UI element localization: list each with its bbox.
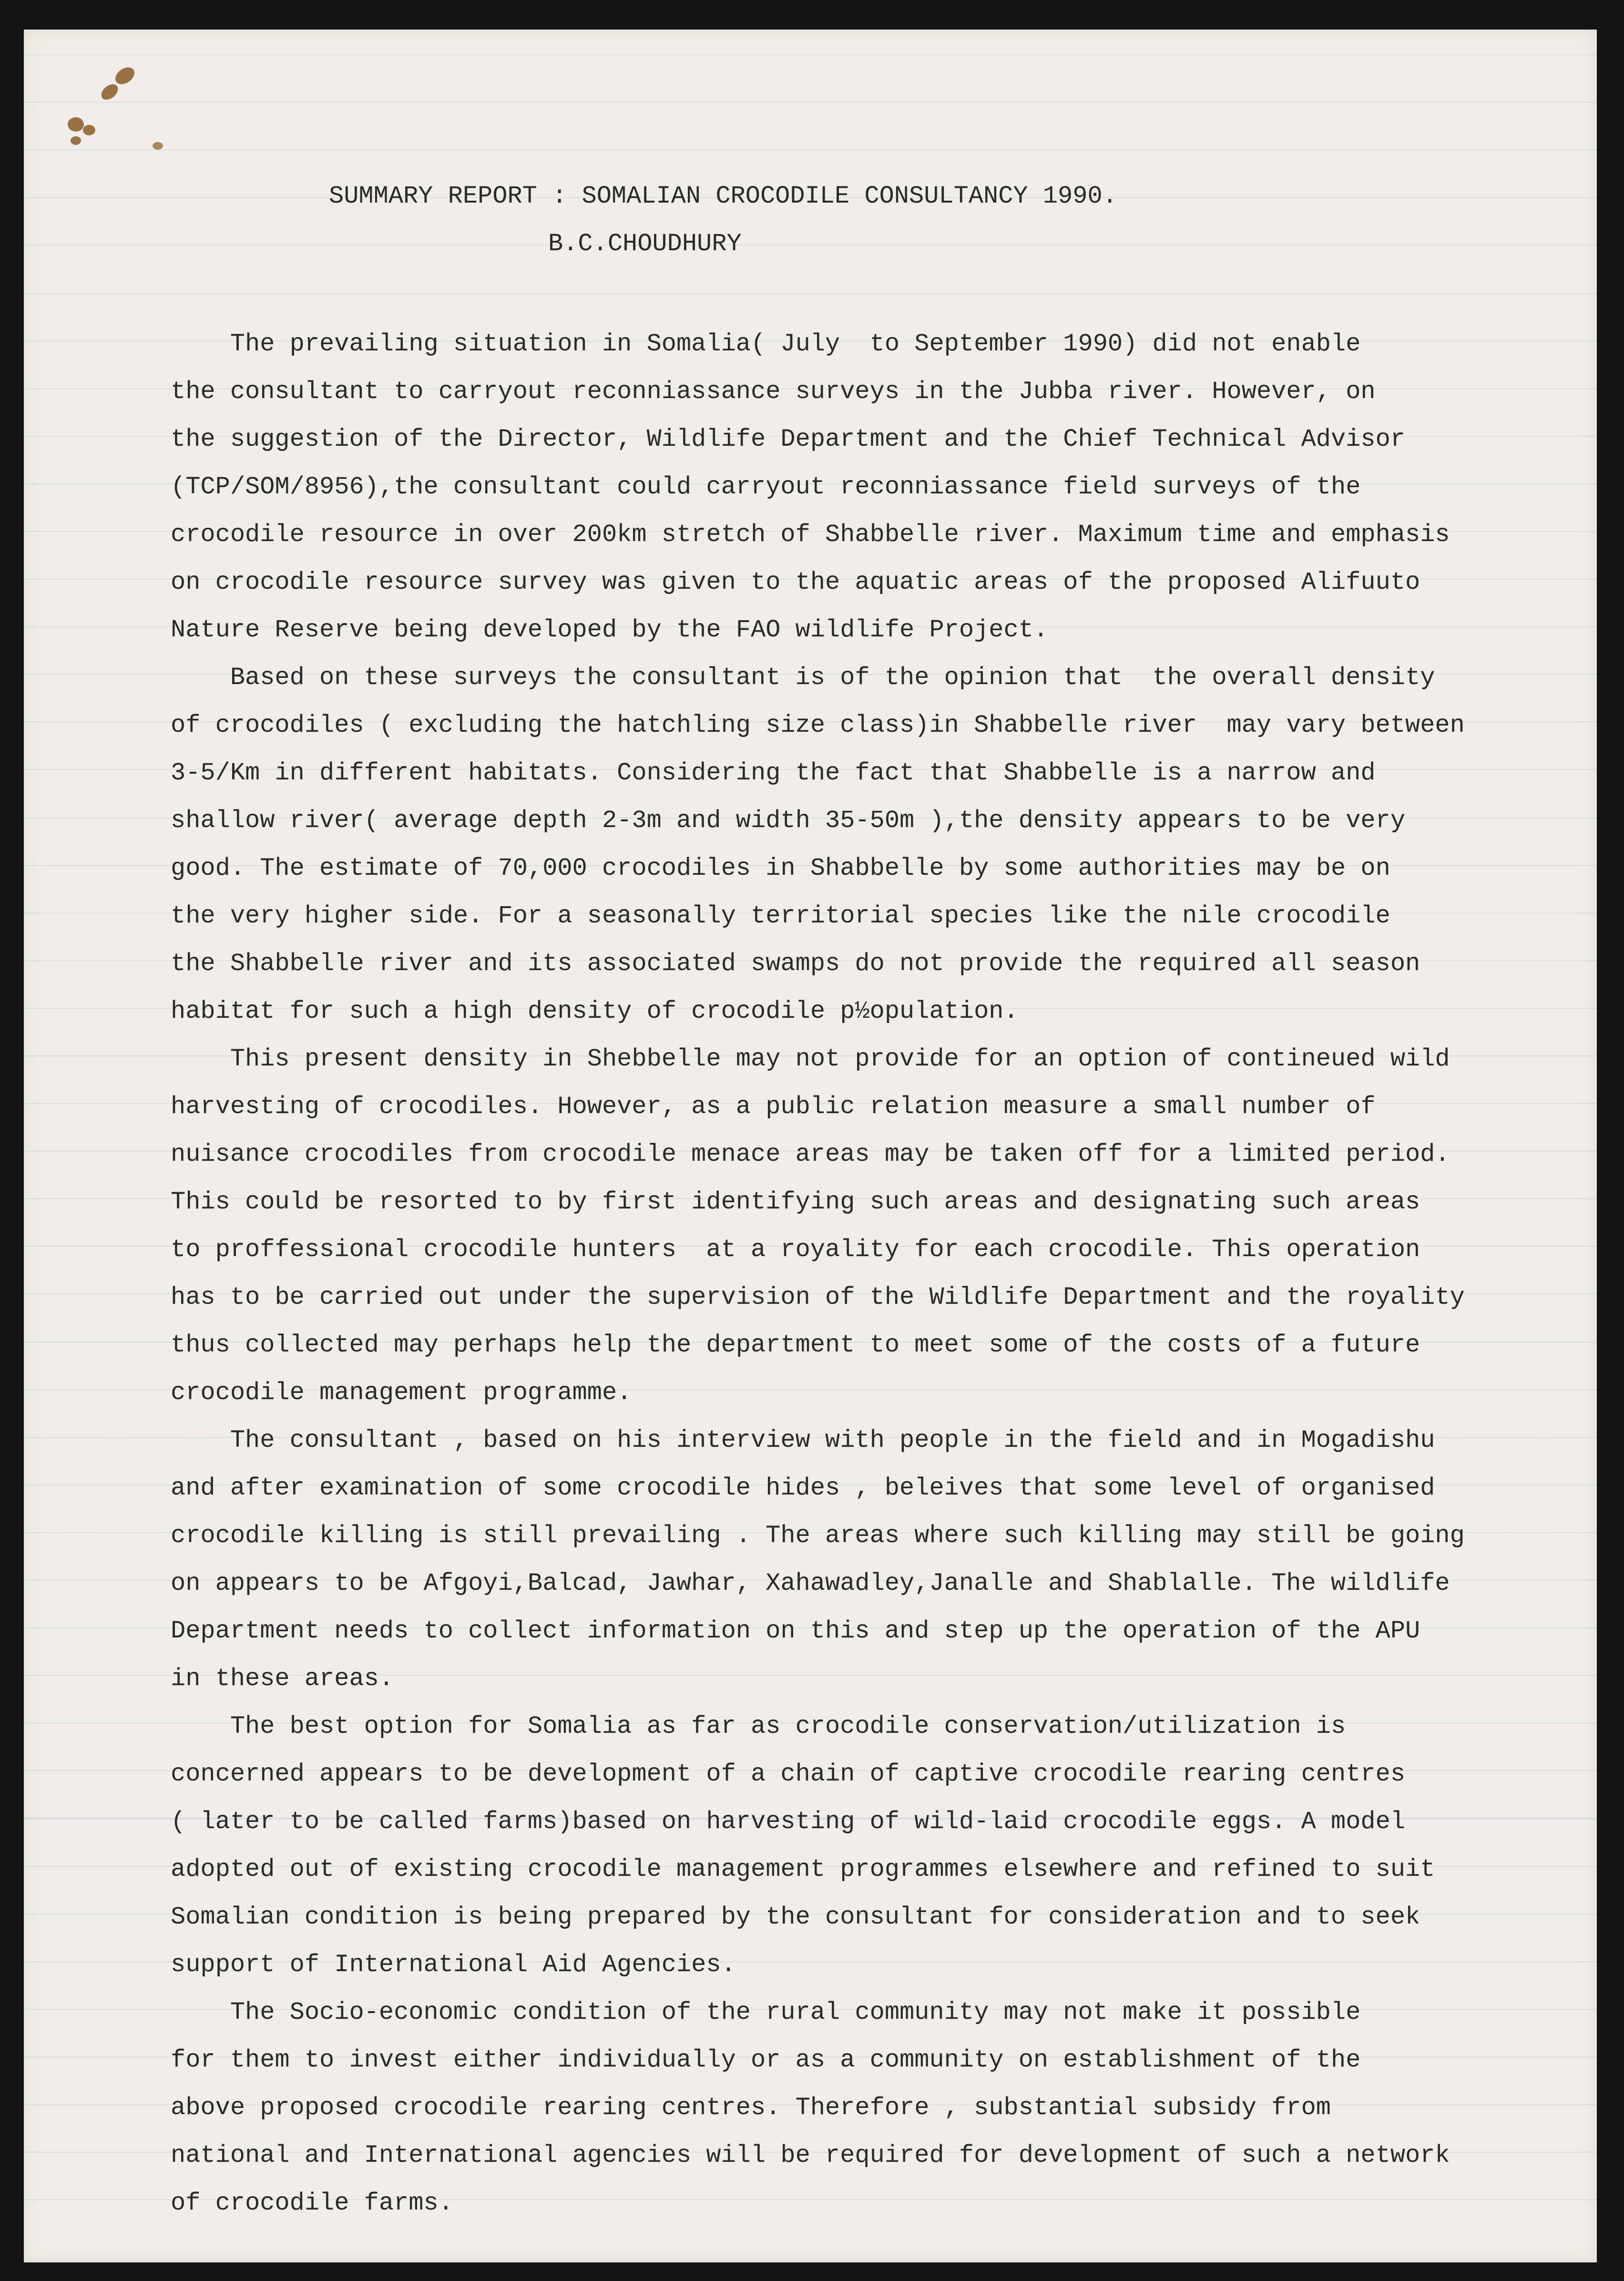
body-line: shallow river( average depth 2-3m and width 35-50m ),the density appears to be very <box>171 807 1406 835</box>
body-line: Department needs to collect information on this and step up the operation of the APU <box>171 1617 1420 1645</box>
body-line: Nature Reserve being developed by the FAO wildlife Project. <box>171 616 1049 644</box>
rust-stain <box>68 117 84 132</box>
body-line: on crocodile resource survey was given to the aquatic areas of the proposed Alifuuto <box>171 568 1420 596</box>
report-title: SUMMARY REPORT : SOMALIAN CROCODILE CONSULTANCY 1990. <box>329 182 1117 210</box>
rust-stain <box>98 81 121 103</box>
body-line: habitat for such a high density of crocodile p½opulation. <box>171 997 1019 1025</box>
body-line: concerned appears to be development of a chain of captive crocodile rearing centres <box>171 1760 1406 1788</box>
body-line: 3-5/Km in different habitats. Considering the fact that Shabbelle is a narrow and <box>171 759 1376 787</box>
body-line: Based on these surveys the consultant is of the opinion that the overall density <box>171 664 1435 692</box>
body-line: for them to invest either individually or as a community on establishment of the <box>171 2046 1361 2074</box>
body-line: crocodile killing is still prevailing . The areas where such killing may still be going <box>171 1522 1465 1550</box>
body-line: harvesting of crocodiles. However, as a public relation measure a small number of <box>171 1093 1376 1121</box>
body-line: the consultant to carryout reconniassance surveys in the Jubba river. However, on <box>171 378 1376 406</box>
body-line: in these areas. <box>171 1665 394 1693</box>
body-line: The consultant , based on his interview with people in the field and in Mogadishu <box>171 1426 1435 1454</box>
body-line: of crocodiles ( excluding the hatchling size class)in Shabbelle river may vary between <box>171 711 1465 739</box>
body-line: of crocodile farms. <box>171 2189 453 2217</box>
report-author: B.C.CHOUDHURY <box>548 230 742 258</box>
body-line: ( later to be called farms)based on harvesting of wild-laid crocodile eggs. A model <box>171 1808 1406 1836</box>
body-line: crocodile resource in over 200km stretch of Shabbelle river. Maximum time and emphasis <box>171 521 1450 549</box>
body-line: (TCP/SOM/8956),the consultant could carryout reconniassance field surveys of the <box>171 473 1361 501</box>
rust-stain <box>112 64 137 88</box>
body-line: good. The estimate of 70,000 crocodiles in Shabbelle by some authorities may be on <box>171 854 1390 882</box>
body-line: Somalian condition is being prepared by the consultant for consideration and to seek <box>171 1903 1420 1931</box>
body-line: national and International agencies will be required for development of such a network <box>171 2141 1450 2169</box>
body-line: The best option for Somalia as far as crocodile conservation/utilization is <box>171 1712 1346 1740</box>
body-line: This present density in Shebbelle may not provide for an option of contineued wild <box>171 1045 1450 1073</box>
typed-page <box>24 30 1597 2262</box>
rust-stain <box>153 142 163 150</box>
body-line: the suggestion of the Director, Wildlife Department and the Chief Technical Advisor <box>171 425 1406 453</box>
body-line: The prevailing situation in Somalia( July to September 1990) did not enable <box>171 330 1361 358</box>
report-body <box>171 320 1465 2227</box>
body-line: above proposed crocodile rearing centres. Therefore , substantial subsidy from <box>171 2094 1331 2122</box>
rust-stain <box>71 136 81 145</box>
body-line: the Shabbelle river and its associated swamps do not provide the required all season <box>171 950 1420 978</box>
body-line: thus collected may perhaps help the department to meet some of the costs of a future <box>171 1331 1420 1359</box>
body-line: the very higher side. For a seasonally territorial species like the nile crocodile <box>171 902 1390 930</box>
body-line: The Socio-economic condition of the rural community may not make it possible <box>171 1998 1361 2026</box>
body-line: crocodile management programme. <box>171 1379 632 1407</box>
body-line: on appears to be Afgoyi,Balcad, Jawhar, Xahawadley,Janalle and Shablalle. The wildlife <box>171 1569 1450 1597</box>
rust-stain <box>83 125 95 135</box>
body-line: and after examination of some crocodile hides , beleives that some level of organised <box>171 1474 1435 1502</box>
body-line: support of International Aid Agencies. <box>171 1951 736 1979</box>
body-line: This could be resorted to by first identifying such areas and designating such areas <box>171 1188 1420 1216</box>
body-line: to proffessional crocodile hunters at a royality for each crocodile. This operation <box>171 1236 1420 1264</box>
body-line: has to be carried out under the supervision of the Wildlife Department and the royality <box>171 1283 1465 1311</box>
body-line: nuisance crocodiles from crocodile menace areas may be taken off for a limited period. <box>171 1140 1450 1168</box>
body-line: adopted out of existing crocodile management programmes elsewhere and refined to suit <box>171 1855 1435 1883</box>
